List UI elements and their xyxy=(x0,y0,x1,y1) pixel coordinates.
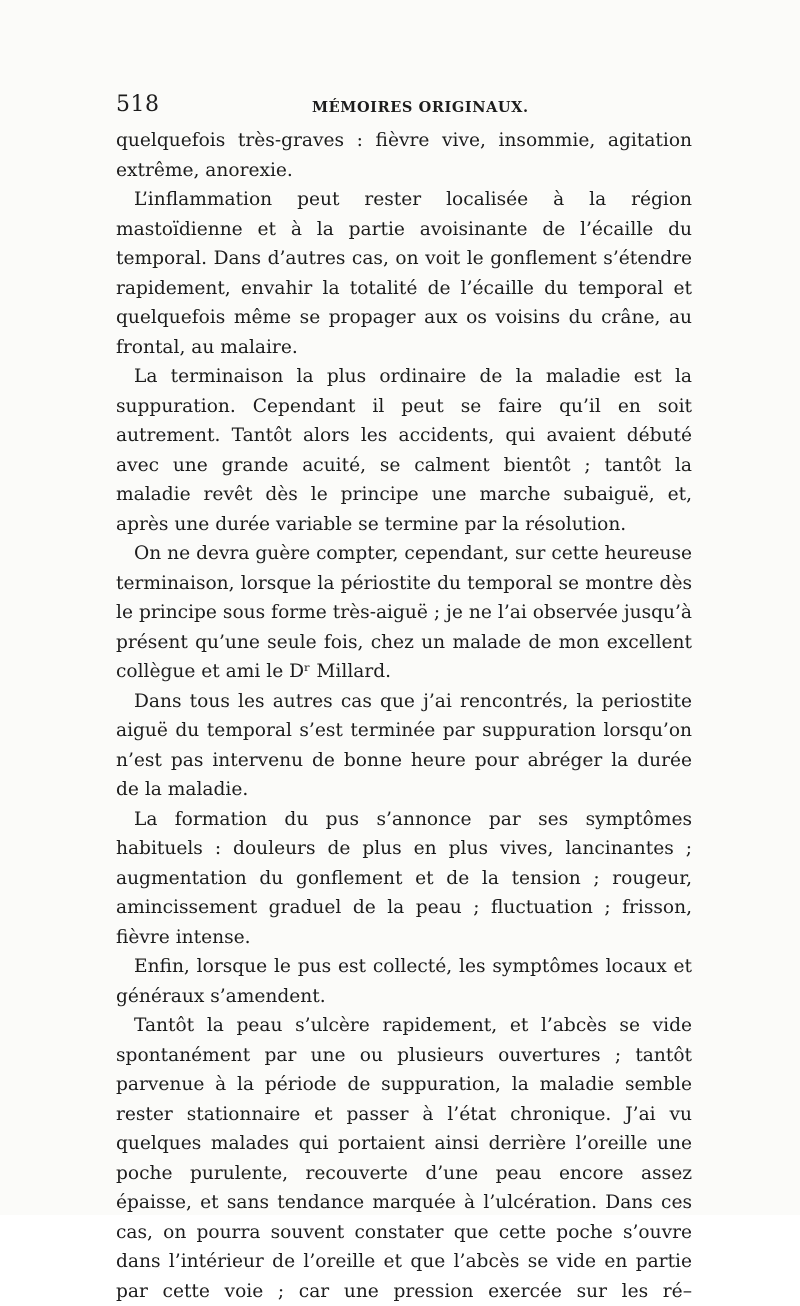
page-header xyxy=(116,92,690,122)
paragraph-enfin: Enfin, lorsque le pus est collecté, les symptômes locaux et généraux s’amendent. xyxy=(116,956,692,1007)
paragraph-tantot: Tantôt la peau s’ulcère rapidement, et l’abcès se vide spontanément par une ou plusieurs ouvertures ; tantôt parvenue à la période de suppuration, la maladie semble rester stationnaire et passer à l’état chronique. J’ai vu quelques malades qui portaient ainsi derrière l’oreille une poche purulente, recouverte d’une peau encore assez épaisse, et sans tendance marquée à l’ulcération. Dans ces cas, on pourra souvent constater que cette poche s’ouvre dans l’intérieur de l’oreille et que l’abcès se vide en partie par cette voie ; car une pression exercée sur les ré– xyxy=(116,1015,692,1302)
page-number: 518 xyxy=(116,92,160,117)
paragraph-terminaison: La terminaison la plus ordinaire de la maladie est la suppuration. Cependant il peut se faire qu’il en soit autrement. Tantôt alors les accidents, qui avaient débuté avec une grande acuité, se calment bientôt ; tantôt la maladie revêt dès le principe une marche subaiguë, et, après une durée variable se termine par la résolution. xyxy=(116,366,692,535)
paragraph-formation-pus: La formation du pus s’annonce par ses symptômes habituels : douleurs de plus en plus vives, lancinantes ; augmentation du gonflement et de la tension ; rougeur, amincissement graduel de la peau ; fluctuation ; frisson, fièvre intense. xyxy=(116,808,692,948)
paragraph-autres-cas: Dans tous les autres cas que j’ai rencontrés, la periostite aiguë du temporal s’est terminée par suppuration lorsqu’on n’est pas intervenu de bonne heure pour abréger la durée de la maladie. xyxy=(116,690,692,800)
paragraph-continuation: quelquefois très-graves : fièvre vive, insommie, agitation extrême, anorexie. xyxy=(116,130,692,181)
body-text xyxy=(116,126,692,1306)
paragraph-heureuse-terminaison: On ne devra guère compter, cependant, sur cette heureuse terminaison, lorsque la périostite du temporal se montre dès le principe sous forme très-aiguë ; je ne l’ai observée jusqu’à présent qu’une seule fois, chez un malade de mon excellent collègue et ami le Dʳ Millard. xyxy=(116,543,692,682)
paragraph-inflammation: L’inflammation peut rester localisée à la région mastoïdienne et à la partie avoisinante de l’écaille du temporal. Dans d’autres cas, on voit le gonflement s’étendre rapidement, envahir la totalité de l’écaille du temporal et quelquefois même se propager aux os voisins du crâne, au frontal, au malaire. xyxy=(116,189,692,358)
running-title: MÉMOIRES ORIGINAUX. xyxy=(312,99,529,116)
